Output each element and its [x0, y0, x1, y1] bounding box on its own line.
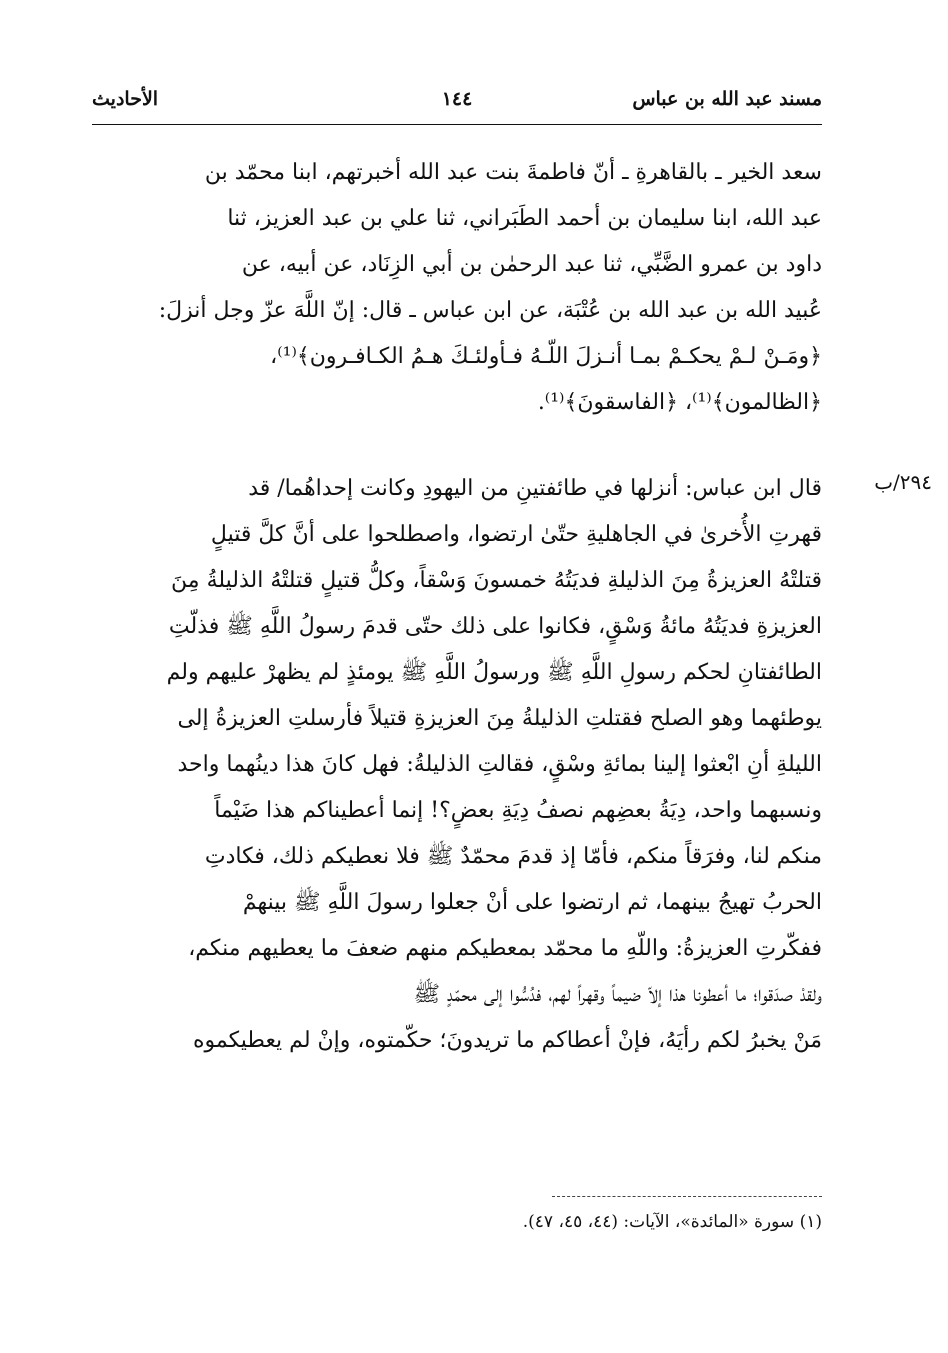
text-line: العزيزةِ فديَتُهُ مائةُ وَسْقٍ، فكانوا على ذلك حتّى قدمَ رسولُ اللَّهِ ﷺ فذلّتِ — [168, 614, 822, 639]
text-line: داود بن عمرو الضَّبِّي، ثنا عبد الرحمٰن بن أبي الزِنَاد، عن أبيه، عن — [241, 252, 822, 277]
text-line: مَنْ يخبرُ لكم رأيَهُ، فإنْ أعطاكم ما تريدونَ؛ حكّمتوه، وإنْ لم يعطيكموه — [193, 1028, 822, 1053]
header-page-number: ١٤٤ — [441, 88, 473, 110]
text-line: قال ابن عباس: أنزلها في طائفتينِ من اليهودِ وكانت إحداهُما/ قد — [248, 476, 822, 501]
header-section-title: الأحاديث — [92, 88, 159, 110]
text-line: منكم لنا، وفرَقاً منكم، فأمّا إذ قدمَ محمّدٌ ﷺ فلا نعطيكم ذلك، فكادتِ — [204, 844, 822, 869]
text-line: ﴿الظالمون﴾⁽¹⁾، ﴿الفاسقونَ﴾⁽¹⁾. — [537, 390, 822, 415]
text-line: عُبيد الله بن عبد الله بن عُتْبَة، عن ابن عباس ـ قال: إنّ اللَّهَ عزّ وجل أنزلَ: — [158, 298, 822, 323]
footnote-separator — [552, 1196, 822, 1197]
header-book-title: مسند عبد الله بن عباس — [632, 88, 822, 110]
manuscript-folio-note: ٢٩٤/ب — [874, 470, 932, 494]
text-line: يوطئهما وهو الصلح فقتلتِ الذليلةُ مِنَ العزيزةِ قتيلاً فأرسلتِ العزيزةُ إلى — [177, 706, 822, 731]
text-line: قتلتْهُ العزيزةُ مِنَ الذليلةِ فديَتُهُ خمسونَ وَسْقاً، وكلُّ قتيلٍ قتلتْهُ الذليلةُ مِنَ — [171, 568, 822, 593]
paragraph-narration — [92, 466, 822, 1064]
text-line: عبد الله، ابنا سليمان بن أحمد الطَبَراني، ثنا علي بن عبد العزيز، ثنا — [227, 206, 822, 231]
paragraph-isnad — [92, 150, 822, 426]
text-line: ففكّرتِ العزيزةُ: واللّهِ ما محمّد بمعطيكم منهم ضعفَ ما يعطيهم منكم، — [188, 936, 822, 961]
footnote: (١) سورة «المائدة»، الآيات: (٤٤، ٤٥، ٤٧). — [522, 1212, 822, 1232]
header-rule — [92, 124, 822, 125]
text-line: سعد الخير ـ بالقاهرةِ ـ أنّ فاطمةَ بنت عبد الله أخبرتهم، ابنا محمّد بن — [204, 160, 822, 185]
text-line: ولقدْ صدَقوا؛ ما أعطونا هذا إلاّ ضيماً وقهراً لهم، فدُسُّوا إلى محمّدٍ ﷺ — [413, 982, 822, 1007]
text-line: ﴿ومَـنْ لـمْ يحكـمْ بمـا أنـزلَ اللّـهُ فـأولئـكَ هـمُ الكـافـرون﴾⁽¹⁾، — [270, 344, 822, 369]
text-line: قهرتِ الأُخرىٰ في الجاهليةِ حتّىٰ ارتضوا، واصطلحوا على أنَّ كلَّ قتيلٍ — [210, 522, 822, 547]
text-line: الحربُ تهيجُ بينهما، ثم ارتضوا على أنْ جعلوا رسولَ اللَّهِ ﷺ بينهمْ — [242, 890, 822, 915]
running-header — [92, 84, 822, 120]
text-line: الطائفتانِ لحكم رسولِ اللَّهِ ﷺ ورسولُ اللَّهِ ﷺ يومئذٍ لم يظهرْ عليهم ولم — [166, 660, 822, 685]
text-line: ونسبهما واحد، دِيَةُ بعضِهم نصفُ دِيَةِ بعضٍ؟! إنما أعطيناكم هذا ضَيْماً — [214, 798, 822, 823]
text-line: الليلةِ أنِ ابْعثوا إلينا بمائةِ وسْقٍ، فقالتِ الذليلةُ: فهل كانَ هذا دينُهما واحد — [177, 752, 822, 777]
